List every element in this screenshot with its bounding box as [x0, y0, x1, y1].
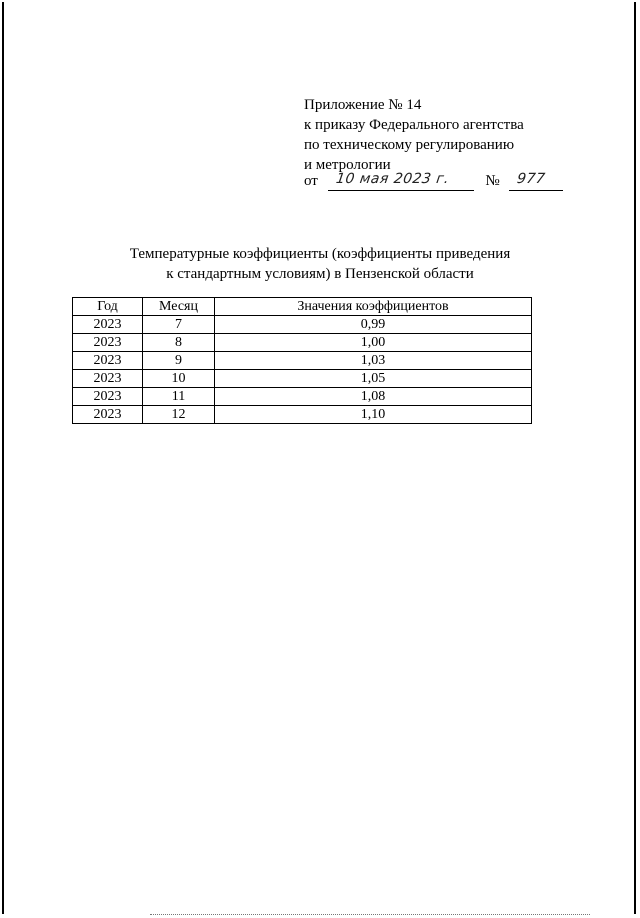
- cell-value: 0,99: [215, 316, 532, 334]
- cell-year: 2023: [73, 352, 143, 370]
- order-date-number-row: [304, 171, 563, 191]
- cell-year: 2023: [73, 388, 143, 406]
- table-row: [73, 370, 532, 388]
- cell-month: 10: [143, 370, 215, 388]
- order-number-field: [509, 172, 563, 191]
- order-date-handwritten: 10 мая 2023 г.: [334, 171, 450, 187]
- table-row: [73, 406, 532, 424]
- cell-year: 2023: [73, 334, 143, 352]
- date-prefix: от: [304, 173, 318, 189]
- header-values: Значения коэффициентов: [215, 298, 532, 316]
- table-row: [73, 388, 532, 406]
- order-number-handwritten: 977: [516, 171, 547, 187]
- header-year: Год: [73, 298, 143, 316]
- order-date-field: [328, 172, 474, 191]
- cell-value: 1,00: [215, 334, 532, 352]
- cell-month: 11: [143, 388, 215, 406]
- cell-month: 7: [143, 316, 215, 334]
- cell-year: 2023: [73, 406, 143, 424]
- cell-value: 1,03: [215, 352, 532, 370]
- appendix-header: [304, 95, 524, 175]
- appendix-line: Приложение № 14: [304, 97, 422, 113]
- cell-value: 1,08: [215, 388, 532, 406]
- table-row: [73, 334, 532, 352]
- coefficients-table: [72, 297, 532, 424]
- cell-month: 9: [143, 352, 215, 370]
- cell-value: 1,05: [215, 370, 532, 388]
- cell-year: 2023: [73, 370, 143, 388]
- appendix-line: и метрологии: [304, 157, 391, 173]
- title-line-2: к стандартным условиям) в Пензенской области: [166, 266, 474, 282]
- bottom-scan-line: [150, 914, 590, 915]
- header-month: Месяц: [143, 298, 215, 316]
- table-row: [73, 316, 532, 334]
- table-header-row: [73, 298, 532, 316]
- title-line-1: Температурные коэффициенты (коэффициенты приведения: [129, 246, 511, 262]
- table-row: [73, 352, 532, 370]
- cell-value: 1,10: [215, 406, 532, 424]
- appendix-line: по техническому регулированию: [304, 137, 515, 153]
- cell-month: 12: [143, 406, 215, 424]
- document-title: [60, 244, 580, 284]
- cell-year: 2023: [73, 316, 143, 334]
- number-prefix: №: [485, 173, 500, 189]
- appendix-line: к приказу Федерального агентства: [304, 117, 524, 133]
- cell-month: 8: [143, 334, 215, 352]
